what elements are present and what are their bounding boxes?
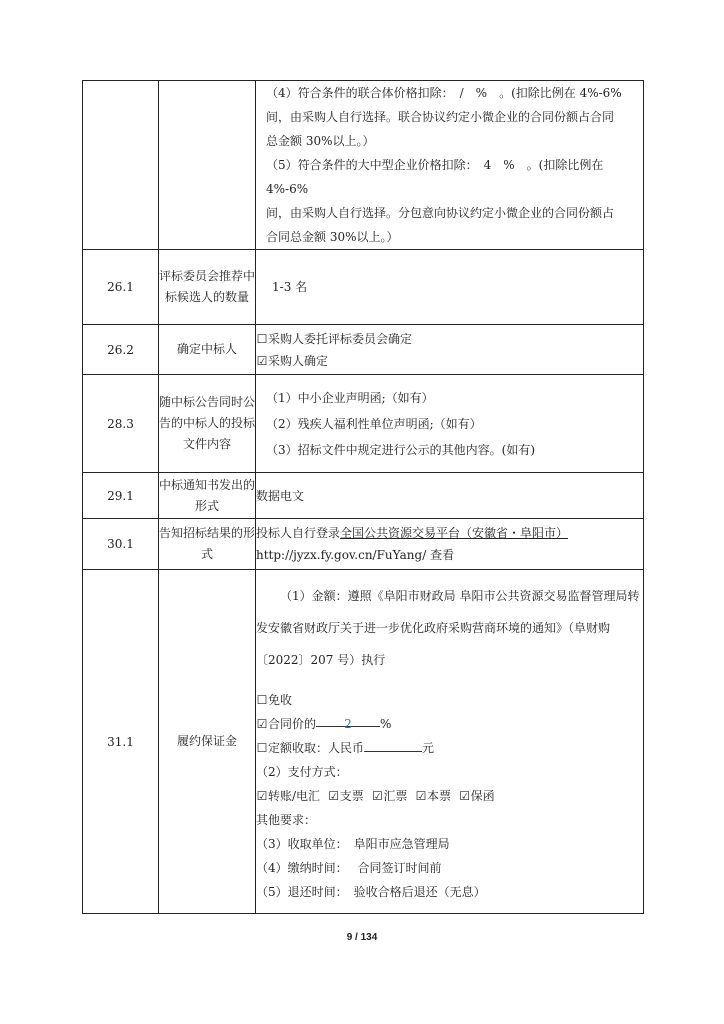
option-label: 定额收取：人民币 xyxy=(268,740,365,755)
row-label: 确定中标人 xyxy=(159,325,256,375)
pay-method xyxy=(415,789,451,803)
pay-method-label: 本票 xyxy=(427,788,452,803)
checkbox-checked-icon: ☑ xyxy=(328,788,340,803)
row-content xyxy=(256,325,644,375)
checkbox-unchecked-icon: ☐ xyxy=(256,331,268,346)
text-prefix: 投标人自行登录 xyxy=(256,526,341,540)
checkbox-checked-icon: ☑ xyxy=(371,788,383,803)
percent-suffix: % xyxy=(380,716,392,731)
row-number: 31.1 xyxy=(83,570,159,914)
price-deduction-content xyxy=(256,81,644,250)
checkbox-option xyxy=(256,328,643,350)
text-line: （5）符合条件的大中型企业价格扣除： 4 % 。(扣除比例在 4%-6% xyxy=(266,158,604,196)
row-content xyxy=(256,375,644,473)
checkbox-option xyxy=(256,712,643,736)
checkbox-option xyxy=(256,736,643,760)
option-label: 采购人确定 xyxy=(268,353,329,368)
checkbox-option xyxy=(256,350,643,372)
text-line xyxy=(256,522,643,544)
checkbox-checked-icon: ☑ xyxy=(459,788,471,803)
row-number-empty xyxy=(83,81,159,250)
table-row xyxy=(83,81,644,250)
pay-methods xyxy=(256,784,643,808)
checkbox-unchecked-icon: ☐ xyxy=(256,740,268,755)
pay-method-label: 保函 xyxy=(470,788,495,803)
notice-form: 数据电文 xyxy=(256,488,305,503)
text-line: （4）符合条件的联合体价格扣除： / % 。(扣除比例在 4%-6% xyxy=(266,86,622,100)
candidate-count: 1-3 名 xyxy=(272,280,308,294)
text-line: 间，由采购人自行选择。分包意向协议约定小微企业的合同份额占 xyxy=(266,206,615,220)
other-requirements: 其他要求： xyxy=(256,812,317,827)
row-number: 26.1 xyxy=(83,250,159,325)
pay-method xyxy=(256,789,320,803)
text-line: 合同总金额 30%以上。） xyxy=(266,230,399,244)
pay-method-label: 汇票 xyxy=(383,788,408,803)
option-label: 合同价的 xyxy=(268,716,317,731)
row-label: 履约保证金 xyxy=(159,570,256,914)
row-content xyxy=(256,570,644,914)
url-line: http://jyzx.fy.gov.cn/FuYang/ 查看 xyxy=(256,548,455,562)
row-label: 中标通知书发出的形式 xyxy=(159,473,256,519)
text-line: （3）招标文件中规定进行公示的其他内容。(如有) xyxy=(266,442,535,457)
row-label: 告知招标结果的形式 xyxy=(159,519,256,570)
platform-link[interactable]: 全国公共资源交易平台（安徽省・阜阳市） xyxy=(340,526,569,540)
checkbox-unchecked-icon: ☐ xyxy=(256,692,268,707)
collecting-unit: （3）收取单位： 阜阳市应急管理局 xyxy=(256,836,450,851)
pay-method-label: 转账/电汇 xyxy=(268,788,321,803)
amount-paragraph: （1）金额：遵照《阜阳市财政局 阜阳市公共资源交易监督管理局转发安徽省财政厅关于进一步优化政府采购营商环境的通知》（阜财购〔2022〕207 号）执行 xyxy=(256,588,640,667)
row-number: 28.3 xyxy=(83,375,159,473)
row-number: 30.1 xyxy=(83,519,159,570)
pay-method xyxy=(328,789,364,803)
row-content xyxy=(256,250,644,325)
row-number: 26.2 xyxy=(83,325,159,375)
option-label: 免收 xyxy=(268,692,293,707)
page-number: 9 / 134 xyxy=(346,932,378,943)
pay-title: （2）支付方式： xyxy=(256,764,348,779)
table-row xyxy=(83,375,644,473)
info-table xyxy=(82,80,644,914)
pay-method xyxy=(371,789,407,803)
row-label: 随中标公告同时公告的中标人的投标文件内容 xyxy=(159,375,256,473)
table-row xyxy=(83,473,644,519)
row-number: 29.1 xyxy=(83,473,159,519)
table-row xyxy=(83,519,644,570)
row-content xyxy=(256,473,644,519)
percent-value: 2 xyxy=(316,712,380,727)
pay-method xyxy=(459,789,495,803)
checkbox-checked-icon: ☑ xyxy=(256,353,268,368)
row-content xyxy=(256,519,644,570)
checkbox-checked-icon: ☑ xyxy=(256,716,268,731)
table-row xyxy=(83,325,644,375)
row-label: 评标委员会推荐中标候选人的数量 xyxy=(159,250,256,325)
table-row xyxy=(83,250,644,325)
checkbox-checked-icon: ☑ xyxy=(256,788,268,803)
currency-unit: 元 xyxy=(422,740,435,755)
table-row xyxy=(83,570,644,914)
text-line: 总金额 30%以上。） xyxy=(266,134,375,148)
text-line: （2）残疾人福利性单位声明函;（如有） xyxy=(266,416,482,431)
amount-blank xyxy=(364,737,422,752)
row-label-empty xyxy=(159,81,256,250)
text-line: 间，由采购人自行选择。联合协议约定小微企业的合同份额占合同 xyxy=(266,110,615,124)
option-label: 采购人委托评标委员会确定 xyxy=(268,331,413,346)
text-line: （1）中小企业声明函;（如有） xyxy=(266,390,434,405)
payment-time: （4）缴纳时间： 合同签订时间前 xyxy=(256,860,442,875)
pay-method-label: 支票 xyxy=(339,788,364,803)
checkbox-option xyxy=(256,688,643,712)
checkbox-checked-icon: ☑ xyxy=(415,788,427,803)
refund-time: （5）退还时间： 验收合格后退还（无息） xyxy=(256,884,486,899)
